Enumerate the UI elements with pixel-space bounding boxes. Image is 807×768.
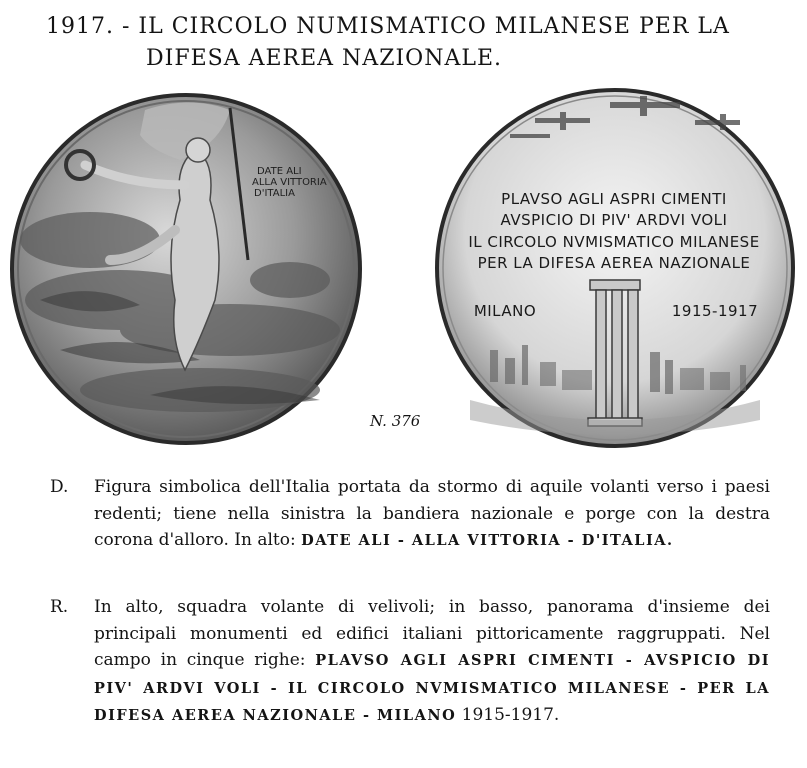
temple-columns	[588, 280, 642, 426]
reverse-inscription-line: PLAVSO AGLI ASPRI CIMENTI	[501, 190, 727, 208]
reverse-inscription-line: AVSPICIO DI PIV' ARDVI VOLI	[500, 211, 728, 229]
reverse-city: MILANO	[473, 302, 537, 320]
reverse-description	[50, 594, 770, 730]
reverse-medal	[437, 90, 793, 446]
reverse-inscription-line: IL CIRCOLO NVMISMATICO MILANESE	[468, 233, 760, 251]
reverse-description-years: 1915-1917.	[456, 705, 560, 725]
page-subtitle: DIFESA AEREA NAZIONALE.	[146, 46, 503, 71]
obverse-description	[50, 474, 770, 555]
obverse-inscription-line: DATE ALI	[257, 166, 302, 177]
catalog-number: N. 376	[370, 412, 421, 430]
reverse-description-lead: R.	[50, 597, 69, 617]
obverse-description-text: Figura simbolica dell'Italia portata da stormo di aquile volanti verso i paesi redenti; tiene nella sinistra la bandiera nazionale e porge con la destra corona d'alloro. In alto:	[94, 477, 770, 550]
obverse-description-caps: DATE ALI - ALLA VITTORIA - D'ITALIA.	[301, 532, 674, 549]
reverse-description-caps: PLAVSO AGLI ASPRI CIMENTI - AVSPICIO DI PIV' ARDVI VOLI - IL CIRCOLO NVMISMATICO MILANESE - PER LA DIFESA AEREA NAZIONALE - MILANO	[94, 652, 770, 724]
obverse-medal	[12, 95, 360, 443]
page-title: 1917. - IL CIRCOLO NUMISMATICO MILANESE PER LA	[46, 14, 730, 39]
obverse-inscription-line: D'ITALIA	[254, 188, 295, 199]
reverse-years: 1915-1917	[671, 302, 759, 320]
reverse-description-text: In alto, squadra volante di velivoli; in basso, panorama d'insieme dei principali monumenti ed edifici italiani pittoricamente raggruppati. Nel campo in cinque righe:	[94, 597, 770, 670]
obverse-inscription-line: ALLA VITTORIA	[252, 177, 327, 188]
obverse-description-lead: D.	[50, 477, 69, 497]
reverse-inscription-line: PER LA DIFESA AEREA NAZIONALE	[477, 254, 751, 272]
